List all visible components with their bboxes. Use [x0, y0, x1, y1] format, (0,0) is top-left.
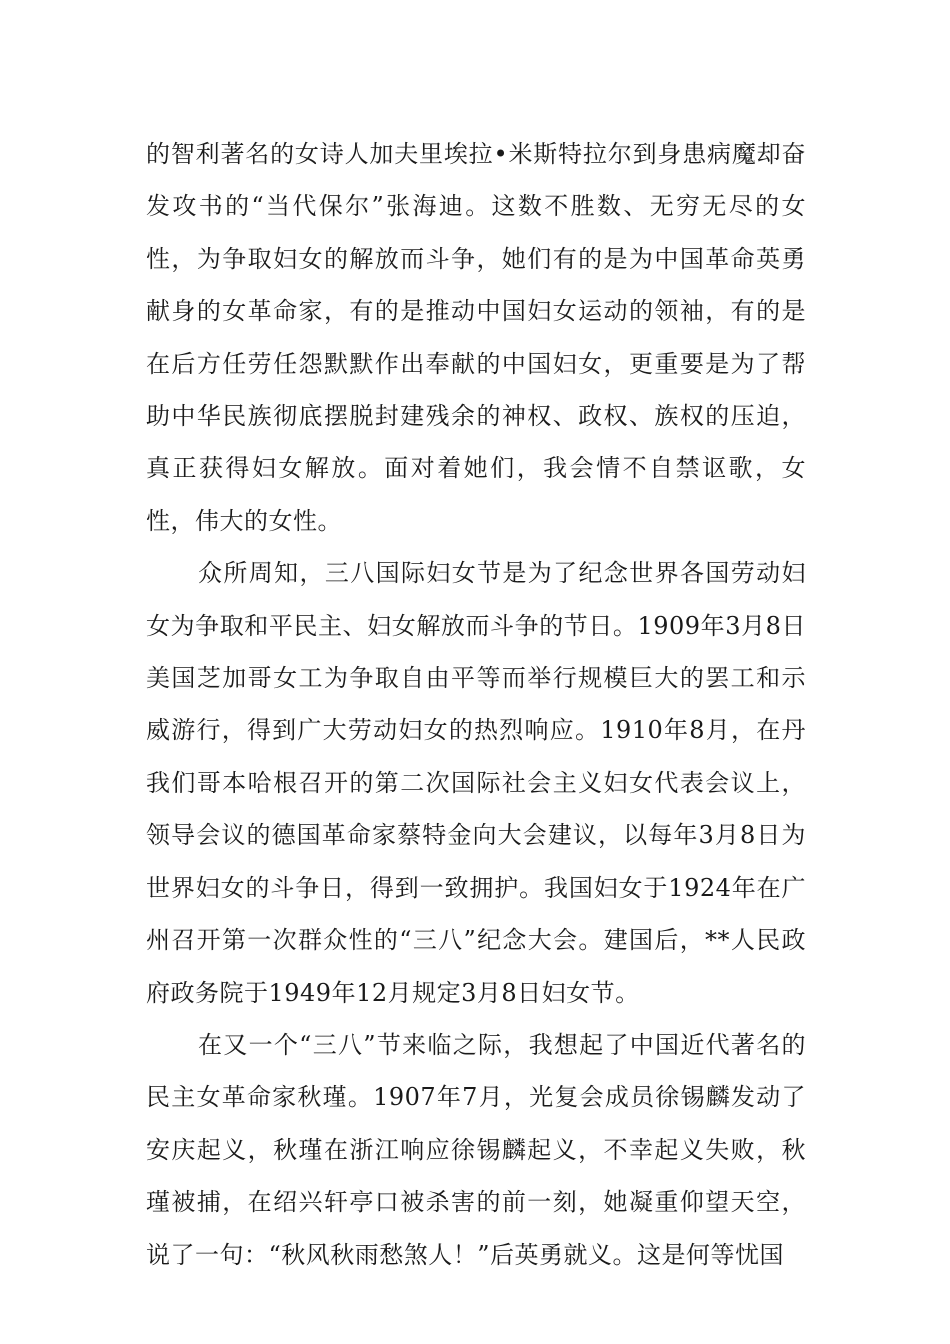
paragraph-3: 在又一个“三八”节来临之际，我想起了中国近代著名的民主女革命家秋瑾。1907年7月，光复会成员徐锡麟发动了安庆起义，秋瑾在浙江响应徐锡麟起义，不幸起义失败，秋瑾被捕，在绍兴轩亭口被杀害的前一刻，她凝重仰望天空，说了一句：“秋风秋雨愁煞人！”后英勇就义。这是何等忧国: [146, 1030, 806, 1269]
paragraph-1: 的智利著名的女诗人加夫里埃拉•米斯特拉尔到身患病魔却奋发攻书的“当代保尔”张海迪。这数不胜数、无穷无尽的女性，为争取妇女的解放而斗争，她们有的是为中国革命英勇献身的女革命家，有的是推动中国妇女运动的领袖，有的是在后方任劳任怨默默作出奉献的中国妇女，更重要是为了帮助中华民族彻底摆脱封建残余的神权、政权、族权的压迫，真正获得妇女解放。面对着她们，我会情不自禁讴歌，女性，伟大的女性。: [146, 140, 806, 535]
paragraph-2: 众所周知，三八国际妇女节是为了纪念世界各国劳动妇女为争取和平民主、妇女解放而斗争的节日。1909年3月8日美国芝加哥女工为争取自由平等而举行规模巨大的罢工和示威游行，得到广大劳动妇女的热烈响应。1910年8月，在丹我们哥本哈根召开的第二次国际社会主义妇女代表会议上，领导会议的德国革命家蔡特金向大会建议，以每年3月8日为世界妇女的斗争日，得到一致拥护。我国妇女于1924年在广州召开第一次群众性的“三八”纪念大会。建国后，**人民政府政务院于1949年12月规定3月8日妇女节。: [146, 559, 806, 1007]
document-body: [146, 128, 806, 1281]
